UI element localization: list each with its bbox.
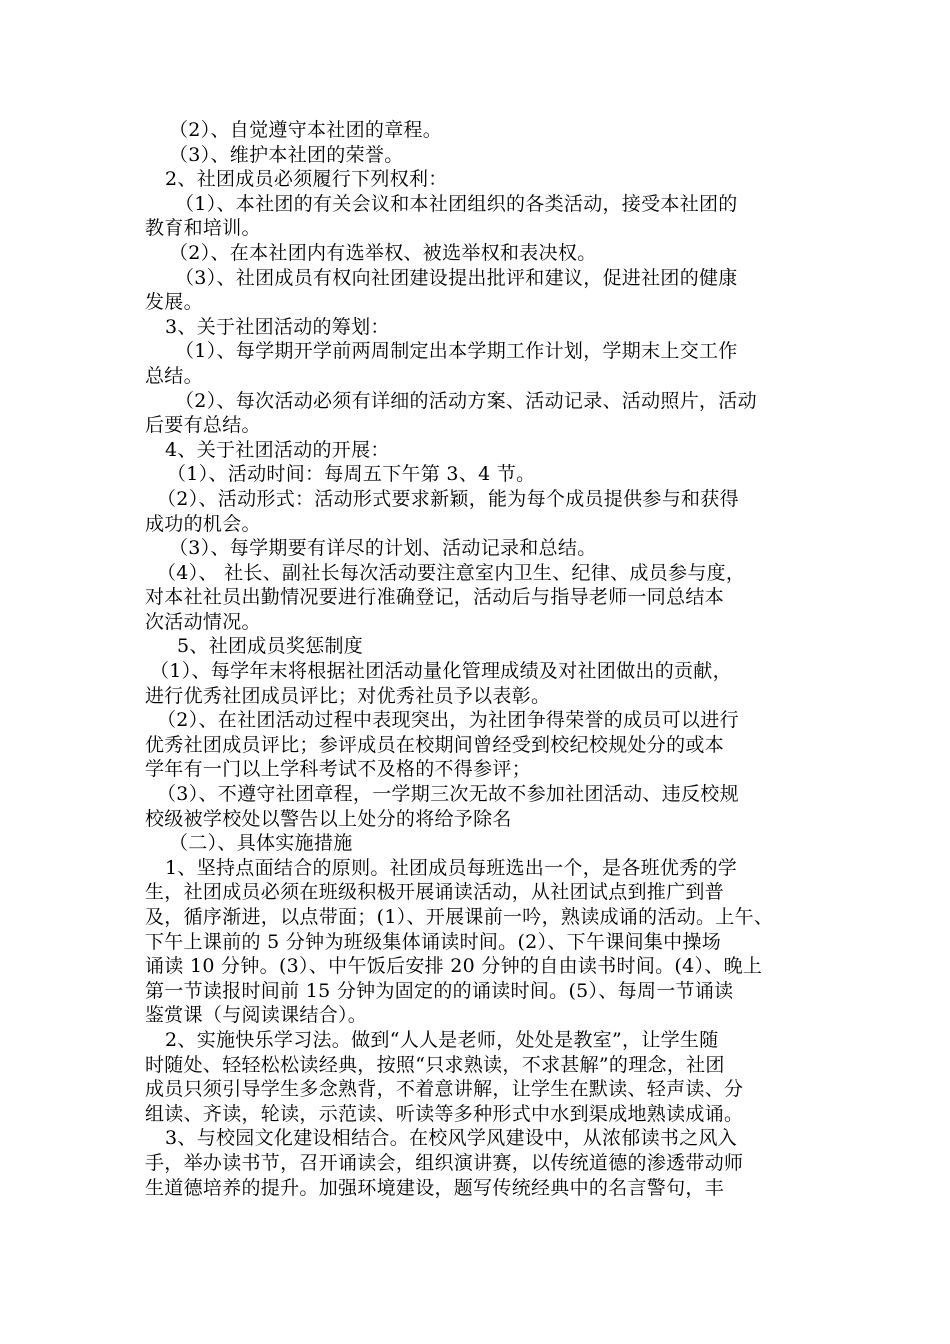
text-line: 诵读 10 分钟。(3）、中午饭后安排 20 分钟的自由读书时间。(4）、晚上	[145, 955, 763, 978]
text-line: 校级被学校处以警告以上处分的将给予除名	[145, 807, 512, 830]
text-line: （4）、 社长、副社长每次活动要注意室内卫生、纪律、成员参与度，	[157, 561, 746, 584]
text-line: 进行优秀社团成员评比；对优秀社员予以表彰。	[145, 684, 551, 707]
text-line: 学年有一门以上学科考试不及格的不得参评；	[145, 758, 532, 781]
text-line: 总结。	[145, 364, 203, 387]
text-line: （2）、自觉遵守本社团的章程。	[169, 119, 443, 141]
text-line: （3）、社团成员有权向社团建设提出批评和建议，促进社团的健康	[175, 266, 738, 289]
text-line: （2）、在社团活动过程中表现突出，为社团争得荣誉的成员可以进行	[157, 709, 739, 732]
text-line: 次活动情况。	[145, 610, 261, 633]
text-line: 优秀社团成员评比；参评成员在校期间曾经受到校纪校规处分的或本	[145, 733, 725, 756]
text-line: 发展。	[145, 291, 203, 314]
text-line: 生道德培养的提升。加强环境建设，题写传统经典中的名言警句，丰	[145, 1176, 725, 1199]
text-line: 手，举办读书节，召开诵读会，组织演讲赛，以传统道德的渗透带动师	[145, 1151, 744, 1174]
text-line: 对本社社员出勤情况要进行准确登记，活动后与指导老师一同总结本	[145, 586, 725, 609]
section-heading: （二）、具体实施措施	[169, 832, 353, 855]
text-line: （1）、每学期开学前两周制定出本学期工作计划，学期末上交工作	[175, 340, 738, 363]
text-line: （2）、在本社团内有选举权、被选举权和表决权。	[169, 241, 597, 264]
text-line: 成功的机会。	[145, 512, 261, 535]
text-line: 鉴赏课（与阅读课结合）。	[145, 1004, 368, 1027]
text-line: 2、实施快乐学习法。做到“人人是老师，处处是教室”，让学生随	[165, 1028, 719, 1051]
text-line: 及，循序渐进，以点带面；(1）、开展课前一吟，熟读成诵的活动。上午、	[145, 906, 774, 928]
text-line: 生，社团成员必须在班级积极开展诵读活动，从社团试点到推广到普	[145, 881, 725, 904]
text-line: （3）、每学期要有详尽的计划、活动记录和总结。	[169, 537, 597, 560]
text-line: 1、坚持点面结合的原则。社团成员每班选出一个，是各班优秀的学	[165, 856, 738, 879]
text-line: 2、社团成员必须履行下列权利：	[165, 168, 448, 191]
text-line: 时随处、轻轻松松读经典，按照“只求熟读，不求甚解”的理念，社团	[145, 1053, 725, 1076]
text-line: 第一节读报时间前 15 分钟为固定的的诵读时间。(5）、每周一节诵读	[145, 979, 734, 1002]
text-line: （3）、维护本社团的荣誉。	[169, 143, 404, 166]
text-line: （1）、活动时间：每周五下午第 3、4 节。	[167, 463, 536, 486]
text-line: （2）、活动形式：活动形式要求新颖，能为每个成员提供参与和获得	[157, 487, 739, 510]
text-line: 4、关于社团活动的开展：	[165, 438, 390, 461]
text-line: （3）、不遵守社团章程，一学期三次无故不参加社团活动、违反校规	[157, 783, 739, 806]
text-line: 后要有总结。	[145, 414, 261, 437]
text-line: （2）、每次活动必须有详细的活动方案、活动记录、活动照片，活动	[175, 389, 757, 412]
text-line: 教育和培训。	[145, 217, 261, 240]
text-line: （1）、每学年末将根据社团活动量化管理成绩及对社团做出的贡献，	[150, 660, 732, 683]
text-line: 3、关于社团活动的筹划：	[165, 315, 390, 338]
document-body	[145, 118, 810, 1200]
text-line: 5、社团成员奖惩制度	[177, 635, 364, 658]
text-line: 成员只须引导学生多念熟背，不着意讲解，让学生在默读、轻声读、分	[145, 1078, 744, 1101]
text-line: 组读、齐读，轮读，示范读、听读等多种形式中水到渠成地熟读成诵。	[145, 1102, 744, 1125]
text-line: 3、与校园文化建设相结合。在校风学风建设中，从浓郁读书之风入	[165, 1127, 738, 1150]
text-line: 下午上课前的 5 分钟为班级集体诵读时间。(2）、下午课间集中操场	[145, 930, 722, 953]
text-line: （1）、本社团的有关会议和本社团组织的各类活动，接受本社团的	[175, 192, 738, 215]
